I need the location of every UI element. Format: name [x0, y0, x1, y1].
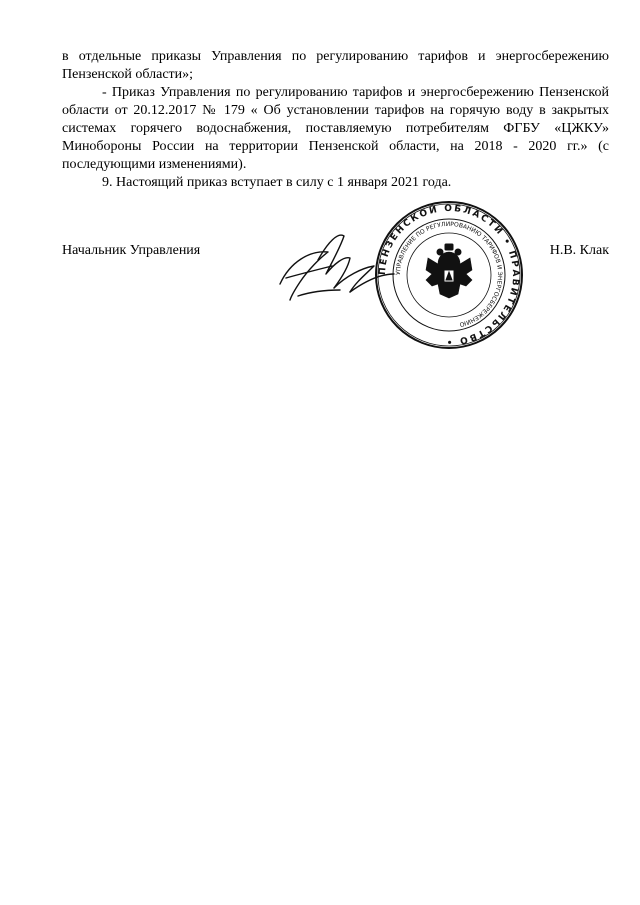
- seal-inner-text: УПРАВЛЕНИЕ ПО РЕГУЛИРОВАНИЮ ТАРИФОВ И ЭНЕРГОСБЕРЕЖЕНИЮ: [394, 220, 504, 328]
- official-seal: [374, 200, 524, 350]
- signatory-name: Н.В. Клак: [549, 243, 609, 258]
- seal-outer-text: ПЕНЗЕНСКОЙ ОБЛАСТИ • ПРАВИТЕЛЬСТВО •: [377, 203, 521, 347]
- paragraph-order-item: - Приказ Управления по регулированию тарифов и энергосбережению Пензенской области от 20.12.2017 № 179 « Об установлении тарифов на горячую воду в закрытых системах горячего водоснабжения, поставляемую потребителям ФГБУ «ЦЖКУ» Минобороны России на территории Пензенской области, на 2018 - 2020 гг.» (с последующими изменениями).: [62, 85, 609, 172]
- coat-of-arms-icon: [426, 244, 472, 298]
- document-body: [62, 48, 609, 192]
- signatory-position: Начальник Управления: [62, 243, 201, 258]
- paragraph-continuation: в отдельные приказы Управления по регулированию тарифов и энергосбережению Пензенской области»;: [62, 49, 609, 82]
- paragraph-effective-date: 9. Настоящий приказ вступает в силу с 1 января 2021 года.: [102, 175, 452, 190]
